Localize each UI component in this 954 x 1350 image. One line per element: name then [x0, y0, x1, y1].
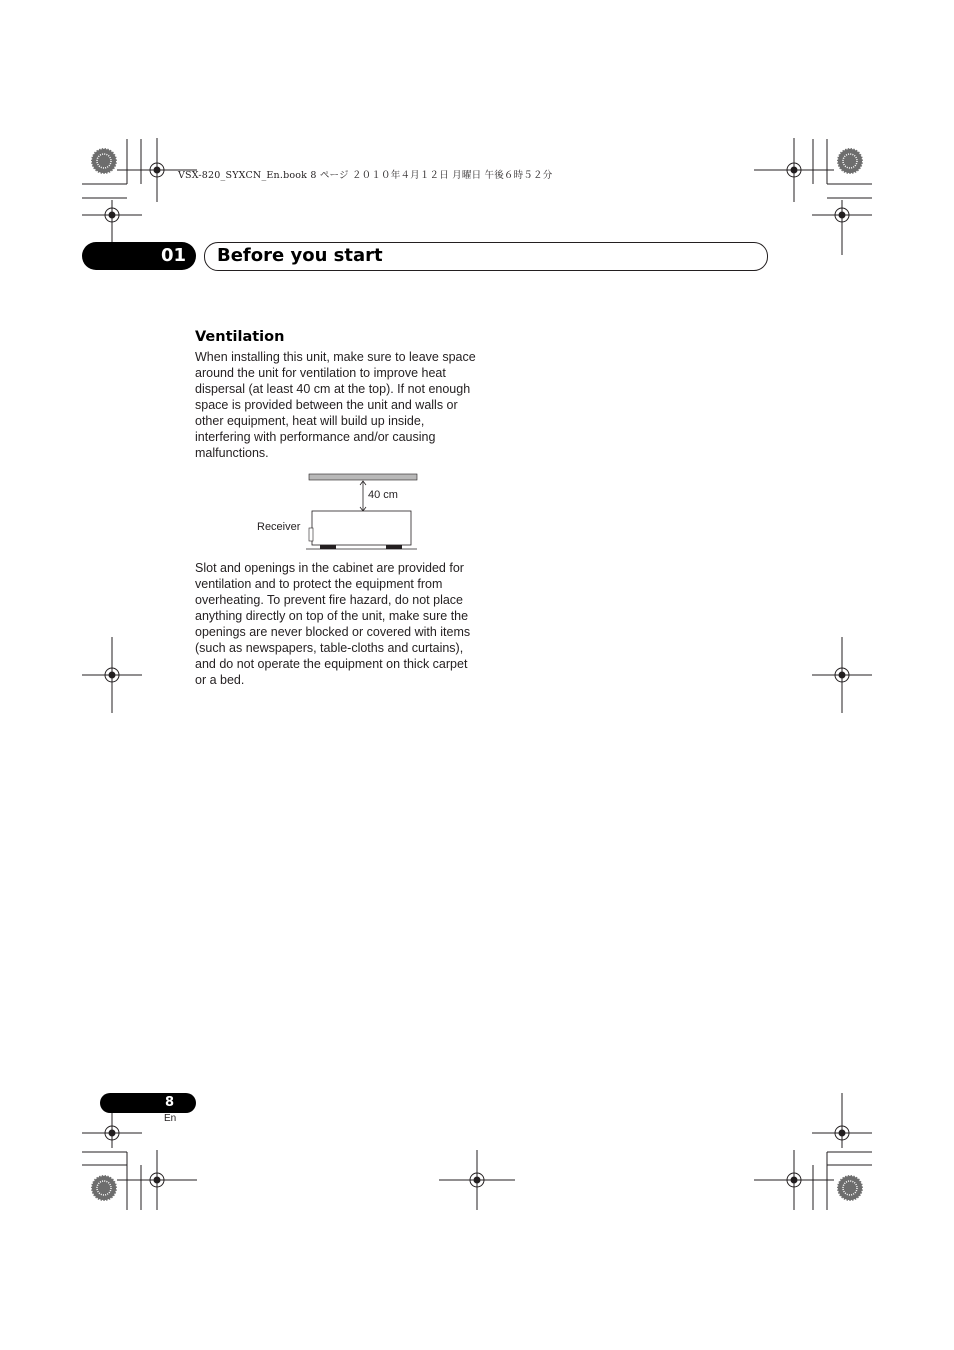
- shelf-icon: [309, 474, 417, 480]
- chapter-title: Before you start: [217, 245, 383, 266]
- print-job-line: VSX-820_SYXCN_En.book 8 ページ ２０１０年４月１２日 月曜日 午後６時５２分: [178, 170, 553, 181]
- receiver-label: Receiver: [257, 521, 301, 533]
- ventilation-paragraph-1: When installing this unit, make sure to leave space around the unit for ventilation to improve heat dispersal (at least 40 cm at the top). If not enough space is provided between the unit and walls or other equipment, heat will build up inside, interfering with performance and/or causing malfunctions.: [195, 350, 476, 460]
- clearance-arrow-icon: [360, 481, 366, 511]
- chapter-number: 01: [160, 245, 186, 266]
- chapter-title-bar: [204, 242, 768, 271]
- page-number: 8: [164, 1095, 174, 1110]
- page-language: En: [164, 1113, 177, 1124]
- chapter-number-badge: [82, 242, 196, 270]
- receiver-icon: [309, 511, 411, 549]
- section-heading: Ventilation: [195, 329, 285, 345]
- clearance-label: 40 cm: [368, 489, 398, 501]
- ventilation-paragraph-2: Slot and openings in the cabinet are provided for ventilation and to protect the equipment from overheating. To prevent fire hazard, do not place anything directly on top of the unit, make sure the openings are never blocked or covered with items (such as newspapers, table-cloths and curtains), and do not operate the equipment on thick carpet or a bed.: [195, 561, 471, 687]
- ventilation-diagram: [250, 470, 430, 555]
